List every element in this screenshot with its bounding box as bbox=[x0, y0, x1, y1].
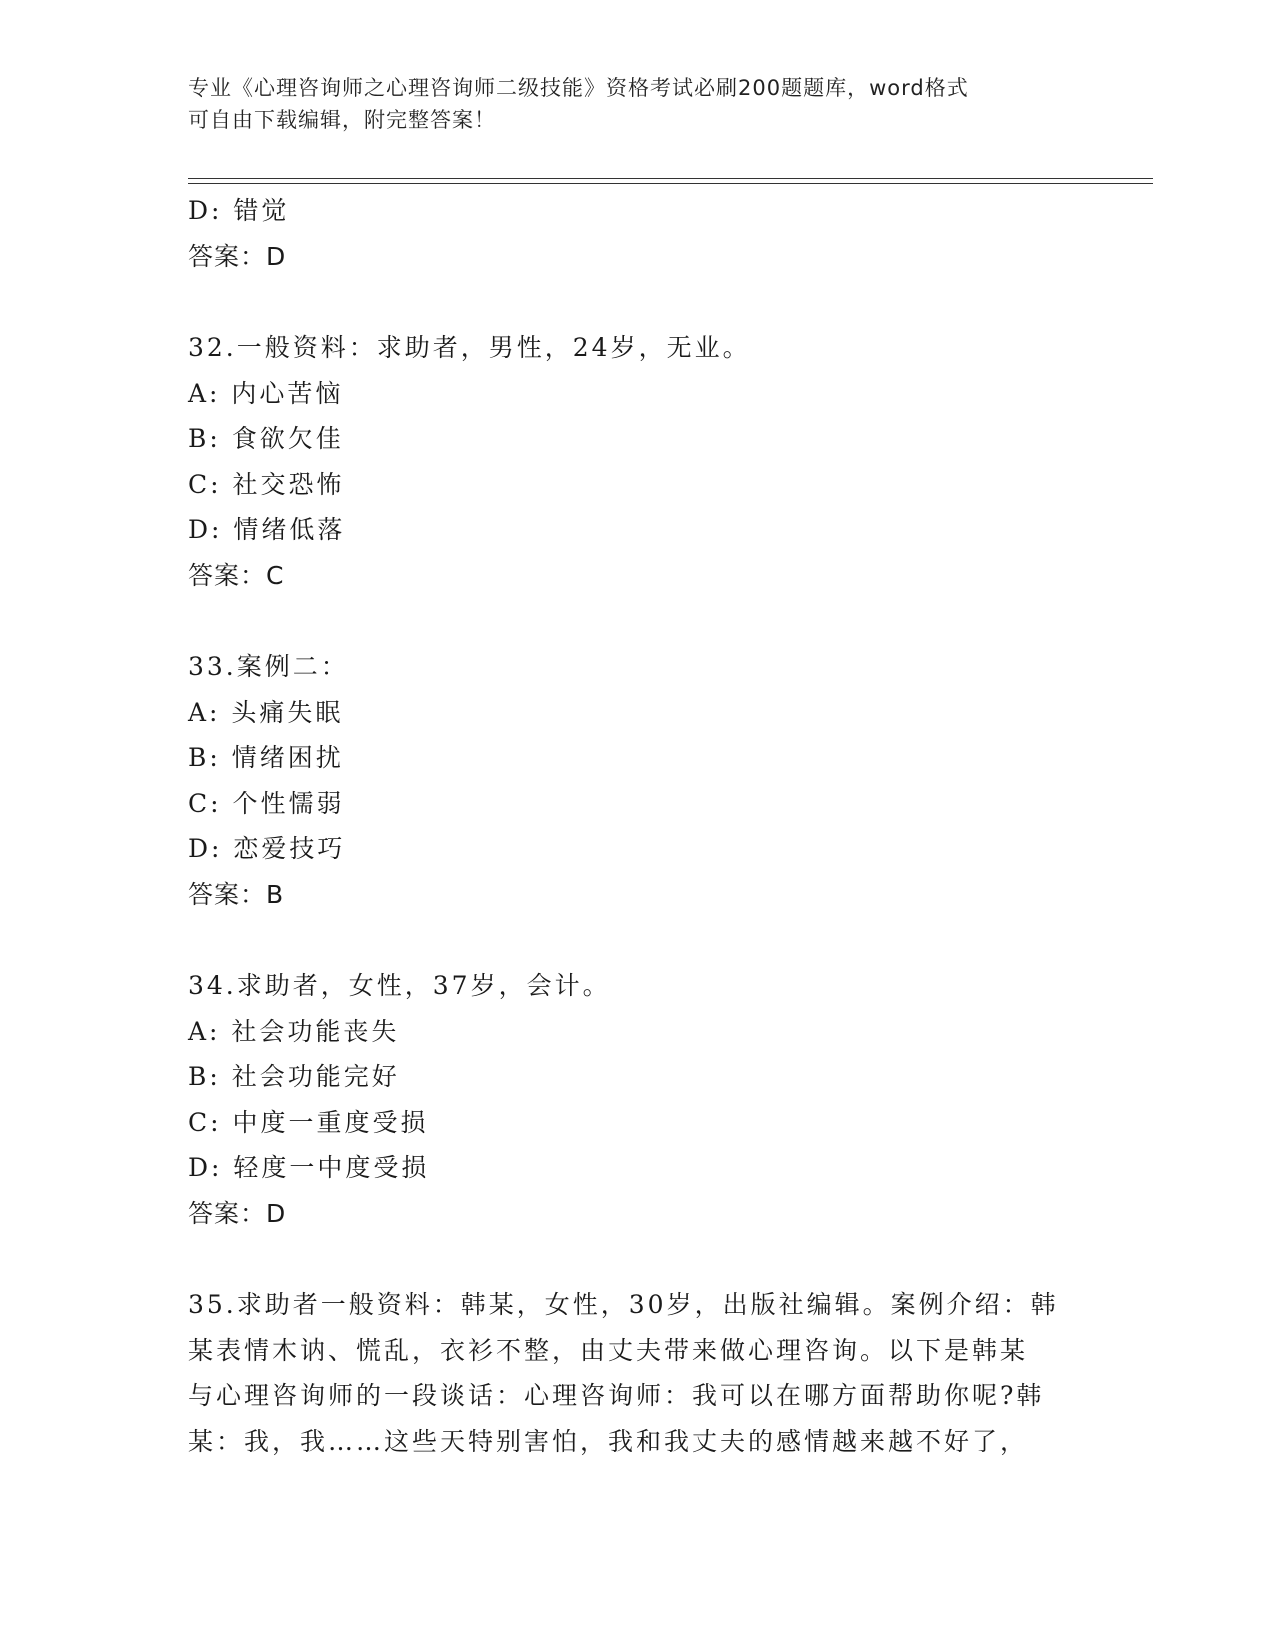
option-d: D: 轻度一中度受损 bbox=[188, 1153, 430, 1182]
answer: 答案：D bbox=[188, 241, 287, 271]
option-d: D: 恋爱技巧 bbox=[188, 834, 346, 863]
question-32 bbox=[188, 325, 1088, 598]
question-stem: 34.求助者，女性，37岁，会计。 bbox=[188, 971, 611, 1000]
question-stem: 32.一般资料：求助者，男性，24岁，无业。 bbox=[188, 333, 751, 362]
header-line-2: 可自由下载编辑，附完整答案！ bbox=[188, 108, 496, 132]
question-33 bbox=[188, 644, 1088, 917]
question-text-line: 某：我，我……这些天特别害怕，我和我丈夫的感情越来越不好了， bbox=[188, 1426, 1029, 1456]
answer: 答案：B bbox=[188, 879, 285, 909]
option-b: B: 情绪困扰 bbox=[188, 743, 344, 772]
header-line-1: 专业《心理咨询师之心理咨询师二级技能》资格考试必刷200题题库，word格式 bbox=[188, 76, 969, 100]
option-d: D: 错觉 bbox=[188, 196, 290, 225]
answer: 答案：D bbox=[188, 1198, 287, 1228]
question-text-line: 35.求助者一般资料：韩某，女性，30岁，出版社编辑。案例介绍：韩 bbox=[188, 1290, 1059, 1319]
option-c: C: 个性懦弱 bbox=[188, 788, 345, 818]
option-b: B: 社会功能完好 bbox=[188, 1062, 400, 1091]
answer: 答案：C bbox=[188, 560, 285, 590]
question-34 bbox=[188, 963, 1088, 1236]
question-stem: 33.案例二： bbox=[188, 652, 349, 681]
option-d: D: 情绪低落 bbox=[188, 515, 346, 544]
document-body bbox=[188, 188, 1088, 1464]
option-a: A: 头痛失眠 bbox=[188, 697, 344, 727]
option-b: B: 食欲欠佳 bbox=[188, 424, 344, 453]
option-a: A: 内心苦恼 bbox=[188, 378, 344, 408]
header-rule-bottom bbox=[188, 183, 1153, 184]
option-c: C: 中度一重度受损 bbox=[188, 1107, 429, 1137]
option-c: C: 社交恐怖 bbox=[188, 469, 345, 499]
header-rule-top bbox=[188, 178, 1153, 179]
document-header bbox=[188, 72, 1078, 136]
question-text-line: 与心理咨询师的一段谈话：心理咨询师：我可以在哪方面帮助你呢?韩 bbox=[188, 1381, 1045, 1410]
option-a: A: 社会功能丧失 bbox=[188, 1016, 400, 1046]
question-35 bbox=[188, 1282, 1088, 1464]
question-text-line: 某表情木讷、慌乱，衣衫不整，由丈夫带来做心理咨询。以下是韩某 bbox=[188, 1335, 1029, 1365]
